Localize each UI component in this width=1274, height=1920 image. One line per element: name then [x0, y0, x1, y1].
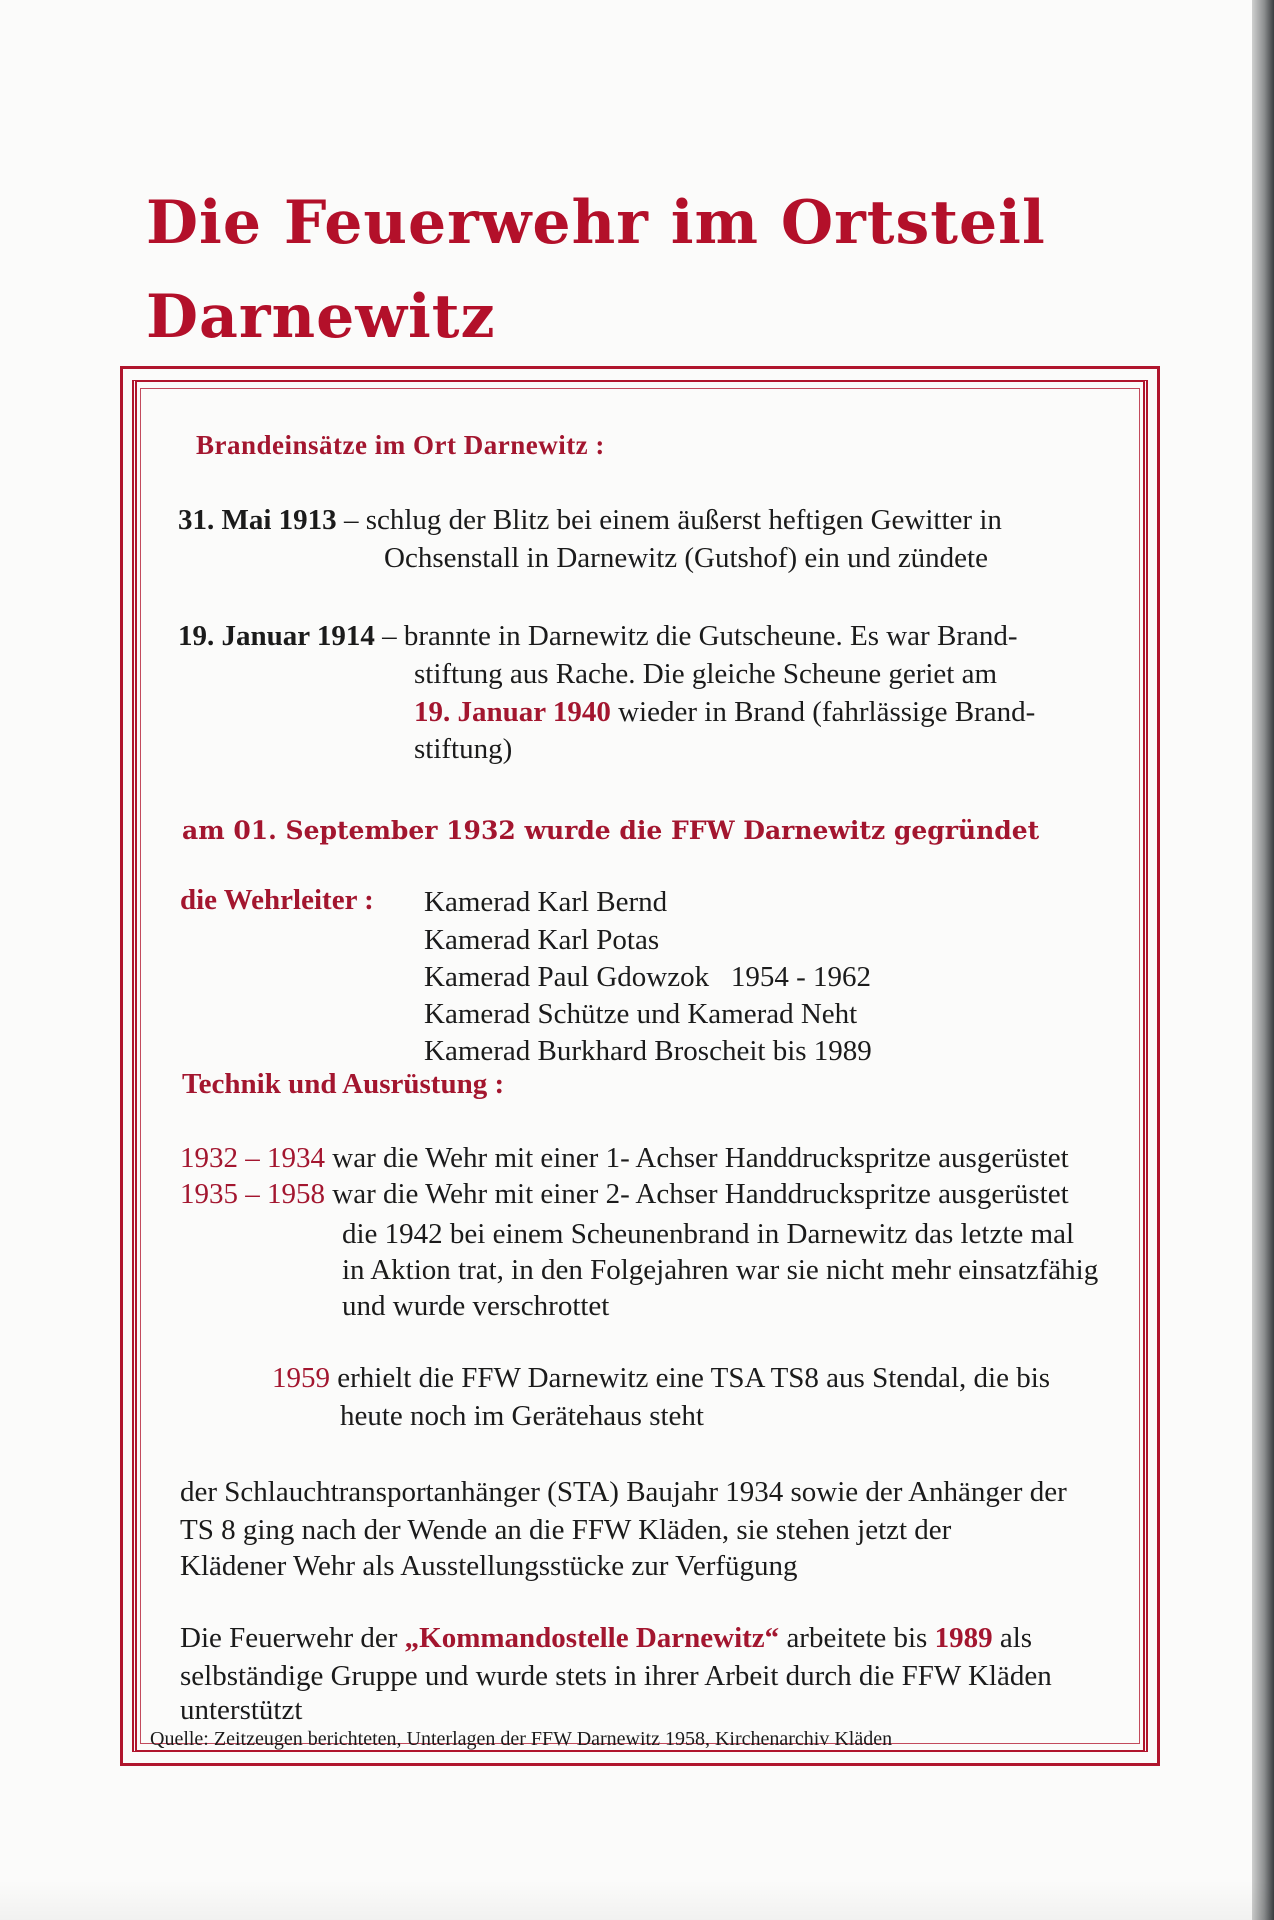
entry-1914-text: – brannte in Darnewitz die Gutscheune. Es war Brand- [374, 620, 1018, 652]
source-note: Quelle: Zeitzeugen berichteten, Unterlagen der FFW Darnewitz 1958, Kirchenarchiv Kläden [150, 1728, 893, 1750]
technik-1935-cont-2: in Aktion trat, in den Folgejahren war sie nicht mehr einsatzfähig [342, 1254, 1099, 1286]
wehrleiter-label: die Wehrleiter : [180, 884, 374, 916]
entry-1940 [414, 696, 1035, 729]
closing-post: als [992, 1622, 1033, 1654]
technik-1959 [272, 1362, 1050, 1395]
sta-line-1: der Schlauchtransportanhänger (STA) Baujahr 1934 sowie der Anhänger der [180, 1476, 1067, 1508]
closing-line-3: unterstützt [180, 1694, 303, 1726]
document-title-line2: Darnewitz [146, 282, 496, 352]
technik-1932-text: war die Wehr mit einer 1- Achser Handdruckspritze ausgerüstet [325, 1142, 1069, 1174]
entry-1914-date: 19. Januar 1914 [178, 620, 375, 652]
technik-1935-cont-3: und wurde verschrottet [342, 1290, 610, 1322]
entry-1940-text: wieder in Brand (fahrlässige Brand- [610, 696, 1036, 728]
technik-1959-year: 1959 [272, 1362, 330, 1394]
technik-1935-years: 1935 – 1958 [180, 1178, 325, 1210]
entry-1913-cont: Ochsenstall in Darnewitz (Gutshof) ein und zündete [384, 542, 988, 574]
entry-1914 [178, 620, 1017, 653]
wehrleiter-name-5: Kamerad Burkhard Broscheit bis 1989 [424, 1035, 872, 1067]
entry-1940-date: 19. Januar 1940 [414, 696, 611, 728]
closing-year: 1989 [934, 1622, 993, 1654]
document-title-line1: Die Feuerwehr im Ortsteil [146, 188, 1046, 258]
technik-1959-text: erhielt die FFW Darnewitz eine TSA TS8 aus Stendal, die bis [330, 1362, 1051, 1394]
entry-1913 [178, 504, 1002, 537]
page-bottom-shade [0, 1880, 1274, 1920]
entry-1913-text: – schlug der Blitz bei einem äußerst heftigen Gewitter in [336, 504, 1002, 536]
technik-1935 [180, 1178, 1069, 1211]
wehrleiter-name-4: Kamerad Schütze und Kamerad Neht [424, 998, 858, 1030]
technik-1959-cont: heute noch im Gerätehaus steht [340, 1400, 704, 1432]
entry-1914-cont: stiftung aus Rache. Die gleiche Scheune geriet am [414, 658, 998, 690]
sta-line-3: Klädener Wehr als Ausstellungsstücke zur Verfügung [180, 1550, 798, 1582]
technik-heading: Technik und Ausrüstung : [182, 1068, 505, 1100]
entry-1914-last: stiftung) [414, 733, 513, 765]
closing-line-1 [180, 1622, 1032, 1655]
technik-1935-text: war die Wehr mit einer 2- Achser Handdruckspritze ausgerüstet [325, 1178, 1069, 1210]
wehrleiter-name-2: Kamerad Karl Potas [424, 924, 660, 956]
wehrleiter-name-3: Kamerad Paul Gdowzok 1954 - 1962 [424, 961, 871, 993]
section-heading-brandeinsaetze: Brandeinsätze im Ort Darnewitz : [196, 430, 605, 460]
entry-1913-date: 31. Mai 1913 [178, 504, 337, 536]
technik-1932 [180, 1142, 1069, 1175]
sta-line-2: TS 8 ging nach der Wende an die FFW Kläden, sie stehen jetzt der [180, 1514, 952, 1546]
founding-line: am 01. September 1932 wurde die FFW Darnewitz gegründet [182, 816, 1040, 845]
closing-pre: Die Feuerwehr der [180, 1622, 405, 1654]
technik-1932-years: 1932 – 1934 [180, 1142, 325, 1174]
wehrleiter-name-1: Kamerad Karl Bernd [424, 886, 668, 918]
technik-1935-cont-1: die 1942 bei einem Scheunenbrand in Darnewitz das letzte mal [342, 1218, 1074, 1250]
closing-name: „Kommandostelle Darnewitz“ [404, 1622, 780, 1654]
page-edge-shadow [1252, 0, 1274, 1920]
closing-line-2: selbständige Gruppe und wurde stets in ihrer Arbeit durch die FFW Kläden [180, 1660, 1052, 1692]
closing-mid: arbeitete bis [779, 1622, 935, 1654]
